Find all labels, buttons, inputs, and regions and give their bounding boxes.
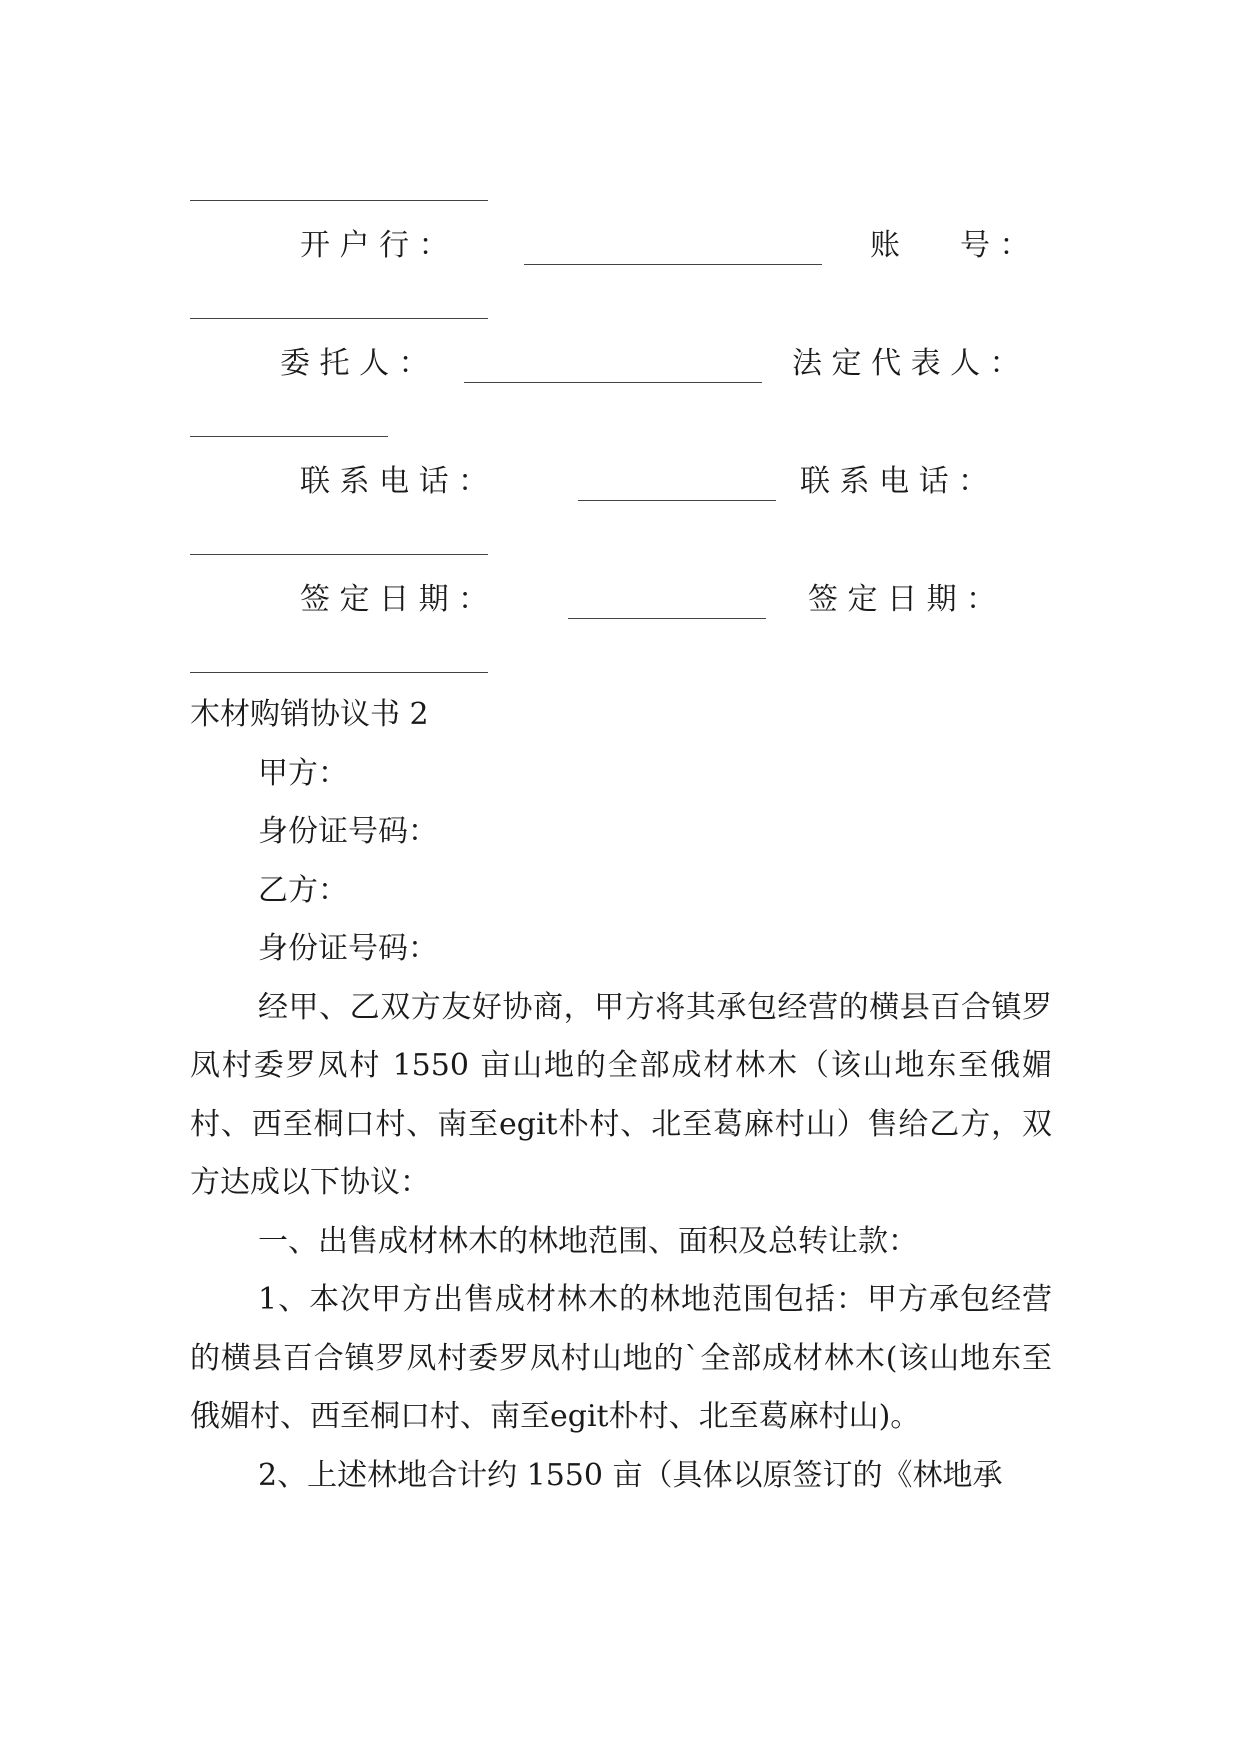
clause-paragraph: 2、上述林地合计约 1550 亩（具体以原签订的《林地承: [258, 1457, 1003, 1493]
blank-line: [190, 672, 488, 673]
blank-line: [190, 200, 488, 201]
clause-paragraph: 1、本次甲方出售成材林木的林地范围包括：甲方承包经营的横县百合镇罗凤村委罗凤村山地的`全部成材林木(该山地东至俄媚村、西至桐口村、南至egit朴村、北至葛麻村山)。: [190, 1282, 1052, 1434]
blank-line: [190, 318, 488, 319]
section-heading: 一、出售成材林木的林地范围、面积及总转让款：: [258, 1223, 918, 1259]
client-blank-line: [464, 382, 762, 383]
document-title: 木材购销协议书 2: [190, 697, 429, 732]
party-a-id-label: 身份证号码：: [258, 814, 438, 849]
legal-rep-label: 法 定 代 表 人 ：: [792, 346, 1020, 381]
phone-row: [190, 462, 1052, 502]
agreement-body: [190, 686, 1052, 1505]
bank-blank-line: [524, 264, 822, 265]
phone-label-right: 联 系 电 话 ：: [800, 464, 989, 499]
party-b-id-label: 身份证号码：: [258, 931, 438, 966]
client-legal-rep-row: [190, 344, 1052, 384]
date-row: [190, 580, 1052, 620]
bank-label: 开 户 行 ：: [300, 228, 449, 263]
blank-line: [190, 436, 388, 437]
date-label-left: 签 定 日 期 ：: [300, 582, 489, 617]
date-blank-line: [568, 618, 766, 619]
bank-account-row: [190, 226, 1052, 266]
date-label-right: 签 定 日 期 ：: [808, 582, 997, 617]
blank-line: [190, 554, 488, 555]
account-label: 账 号 ：: [870, 228, 1030, 263]
client-label: 委 托 人 ：: [280, 346, 429, 381]
party-a-label: 甲方：: [258, 755, 348, 791]
phone-label-left: 联 系 电 话 ：: [300, 464, 489, 499]
phone-blank-line: [578, 500, 776, 501]
intro-paragraph: 经甲、乙双方友好协商，甲方将其承包经营的横县百合镇罗凤村委罗凤村 1550 亩山地的全部成材林木（该山地东至俄媚村、西至桐口村、南至egit朴村、北至葛麻村山）售给乙方，双方达成以下协议：: [190, 989, 1052, 1200]
party-b-label: 乙方：: [258, 872, 348, 908]
